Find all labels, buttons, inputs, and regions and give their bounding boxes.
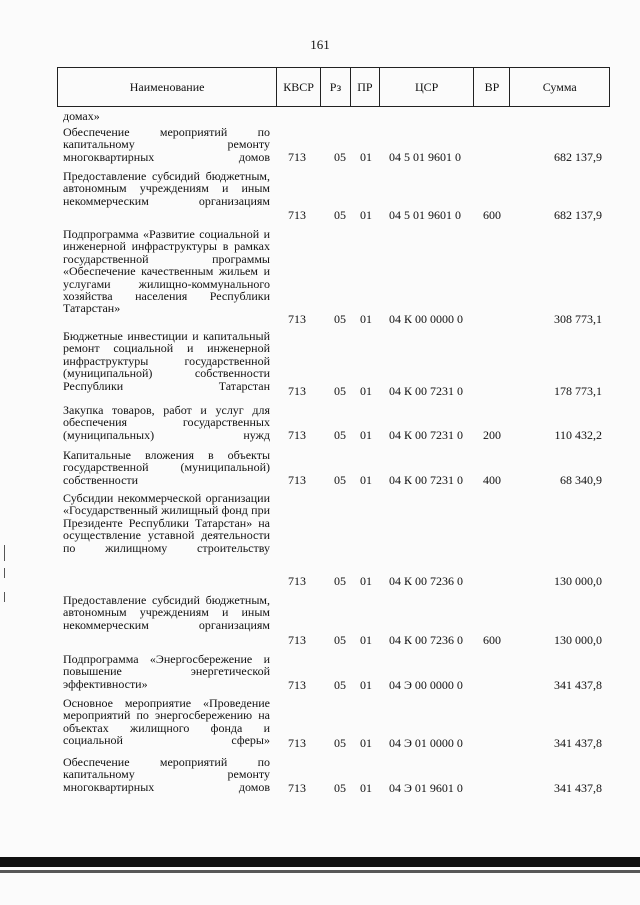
margin-mark — [4, 545, 5, 561]
table-cell-pr: 01 — [360, 150, 372, 164]
table-cell-pr: 01 — [360, 574, 372, 588]
header-kvsr: КВСР — [276, 68, 320, 106]
table-row-name: Обеспечение мероприятий по капитальному ремонту многоквартирных домов — [63, 125, 270, 164]
table-row-name: Подпрограмма «Энергосбережение и повышение энергетической эффективности» — [63, 652, 270, 691]
table-cell-pr: 01 — [360, 678, 372, 692]
table-row-name: Бюджетные инвестиции и капитальный ремонт социальной и инженерной инфраструктуры государственной (муниципальной) собственности Республики Татарстан — [63, 329, 270, 393]
table-cell-csr: 04 К 00 7231 0 — [389, 384, 464, 398]
table-cell-sum: 682 137,9 — [554, 150, 602, 164]
table-cell-sum: 341 437,8 — [554, 781, 602, 795]
table-row-name: Основное мероприятие «Проведение мероприятий по энергосбережению на объектах жилищного фонда и социальной сферы» — [63, 696, 270, 748]
table-cell-rz: 05 — [334, 312, 346, 326]
scan-border-line — [0, 870, 640, 873]
table-cell-sum: 130 000,0 — [554, 633, 602, 647]
table-cell-rz: 05 — [334, 428, 346, 442]
table-cell-rz: 05 — [334, 574, 346, 588]
table-cell-csr: 04 Э 01 9601 0 — [389, 781, 463, 795]
header-pr: ПР — [350, 68, 379, 106]
table-cell-rz: 05 — [334, 678, 346, 692]
table-cell-sum: 68 340,9 — [560, 473, 602, 487]
continuation-text: домах» — [63, 109, 100, 123]
table-cell-kvsr: 713 — [288, 208, 306, 222]
table-cell-kvsr: 713 — [288, 736, 306, 750]
table-cell-pr: 01 — [360, 736, 372, 750]
table-cell-kvsr: 713 — [288, 312, 306, 326]
table-cell-csr: 04 К 00 7236 0 — [389, 633, 464, 647]
table-cell-rz: 05 — [334, 208, 346, 222]
table-row-name: Предоставление субсидий бюджетным, автономным учреждениям и иным некоммерческим организациям — [63, 593, 270, 632]
table-cell-sum: 110 432,2 — [554, 428, 602, 442]
table-cell-sum: 341 437,8 — [554, 678, 602, 692]
table-cell-pr: 01 — [360, 312, 372, 326]
table-cell-kvsr: 713 — [288, 384, 306, 398]
table-cell-sum: 341 437,8 — [554, 736, 602, 750]
table-cell-pr: 01 — [360, 473, 372, 487]
margin-mark — [4, 568, 5, 578]
table-cell-kvsr: 713 — [288, 781, 306, 795]
table-cell-rz: 05 — [334, 781, 346, 795]
table-cell-kvsr: 713 — [288, 678, 306, 692]
table-header — [57, 67, 610, 107]
header-csr: ЦСР — [379, 68, 474, 106]
table-cell-sum: 130 000,0 — [554, 574, 602, 588]
table-cell-kvsr: 713 — [288, 473, 306, 487]
table-cell-rz: 05 — [334, 633, 346, 647]
table-cell-csr: 04 К 00 7236 0 — [389, 574, 464, 588]
header-rz: Рз — [320, 68, 350, 106]
table-cell-csr: 04 Э 01 0000 0 — [389, 736, 463, 750]
scan-border-bar — [0, 857, 640, 867]
table-cell-csr: 04 К 00 0000 0 — [389, 312, 464, 326]
table-row-name: Субсидии некоммерческой организации «Государственный жилищный фонд при Президенте Республики Татарстан» на осуществление уставной деятельности по жилищному строительству — [63, 491, 270, 555]
header-vr: ВР — [473, 68, 509, 106]
table-cell-vr: 200 — [483, 428, 501, 442]
table-cell-sum: 178 773,1 — [554, 384, 602, 398]
table-cell-vr: 600 — [483, 633, 501, 647]
table-cell-pr: 01 — [360, 428, 372, 442]
table-row-name: Закупка товаров, работ и услуг для обеспечения государственных (муниципальных) нужд — [63, 403, 270, 442]
table-cell-csr: 04 К 00 7231 0 — [389, 473, 464, 487]
table-cell-kvsr: 713 — [288, 428, 306, 442]
table-cell-vr: 400 — [483, 473, 501, 487]
table-cell-rz: 05 — [334, 150, 346, 164]
header-sum: Сумма — [509, 68, 609, 106]
header-name: Наименование — [129, 79, 205, 94]
table-cell-csr: 04 Э 00 0000 0 — [389, 678, 463, 692]
page-number: 161 — [310, 37, 330, 52]
table-row-name: Подпрограмма «Развитие социальной и инженерной инфраструктуры в рамках государственной программы «Обеспечение качественным жильем и услугами жилищно-коммунального хозяйства населения Республики Татарстан» — [63, 227, 270, 316]
margin-mark — [4, 592, 5, 602]
table-cell-rz: 05 — [334, 736, 346, 750]
table-cell-csr: 04 5 01 9601 0 — [389, 208, 461, 222]
table-cell-pr: 01 — [360, 208, 372, 222]
table-cell-sum: 682 137,9 — [554, 208, 602, 222]
table-row-name: Предоставление субсидий бюджетным, автономным учреждениям и иным некоммерческим организациям — [63, 169, 270, 208]
table-cell-sum: 308 773,1 — [554, 312, 602, 326]
table-cell-rz: 05 — [334, 473, 346, 487]
table-cell-pr: 01 — [360, 384, 372, 398]
table-cell-vr: 600 — [483, 208, 501, 222]
table-cell-csr: 04 5 01 9601 0 — [389, 150, 461, 164]
table-cell-kvsr: 713 — [288, 574, 306, 588]
table-cell-rz: 05 — [334, 384, 346, 398]
table-cell-pr: 01 — [360, 781, 372, 795]
table-row-name: Капитальные вложения в объекты государственной (муниципальной) собственности — [63, 448, 270, 487]
table-cell-kvsr: 713 — [288, 633, 306, 647]
table-row-name: Обеспечение мероприятий по капитальному ремонту многоквартирных домов — [63, 755, 270, 794]
table-cell-kvsr: 713 — [288, 150, 306, 164]
table-cell-csr: 04 К 00 7231 0 — [389, 428, 464, 442]
table-cell-pr: 01 — [360, 633, 372, 647]
